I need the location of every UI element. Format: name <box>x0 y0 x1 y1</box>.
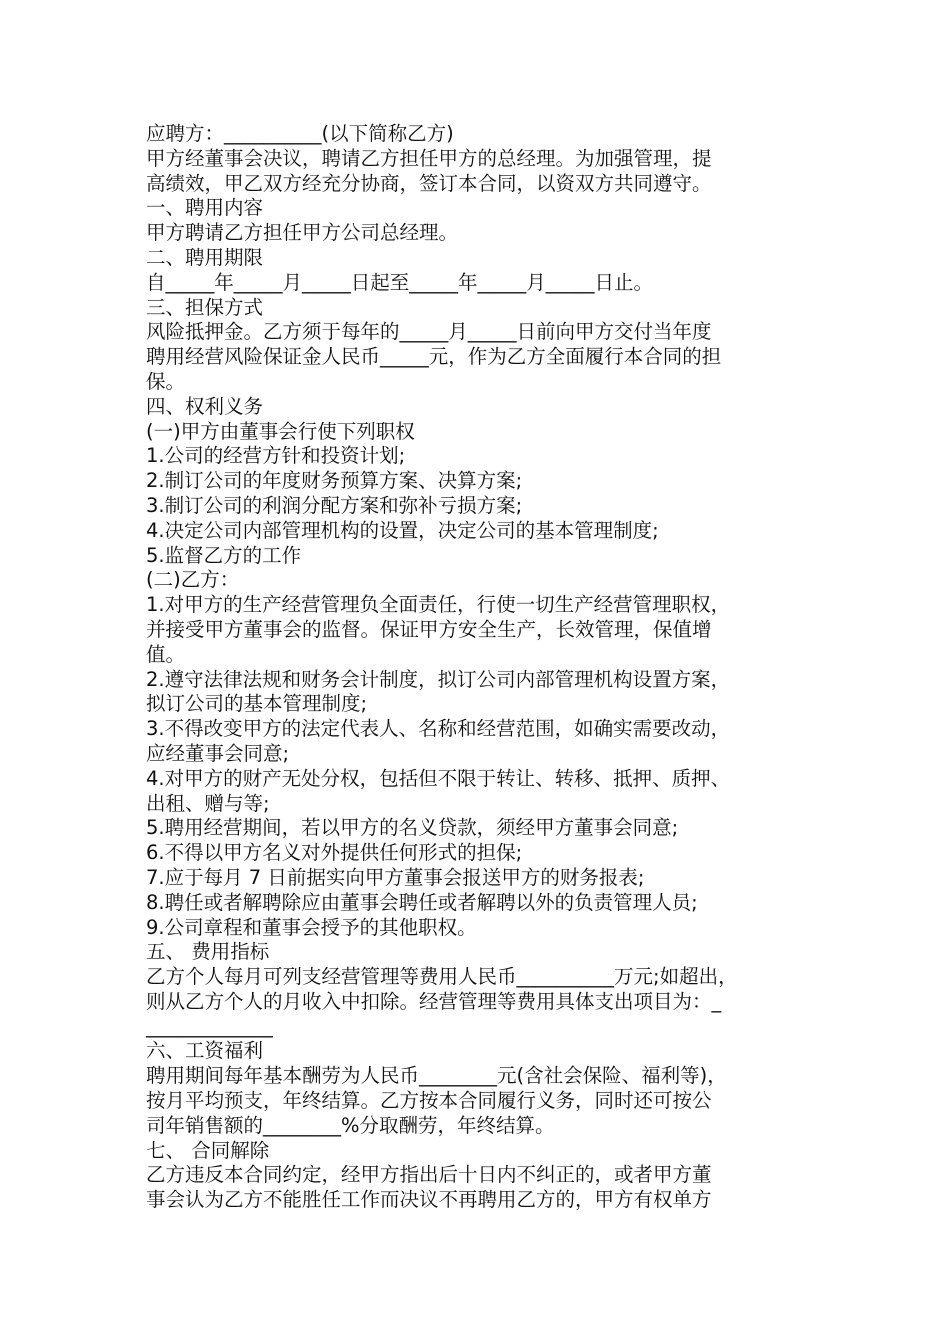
section-heading: 二、聘用期限 <box>146 245 264 269</box>
subsection-heading: (二)乙方： <box>146 568 240 592</box>
list-item: 4.决定公司内部管理机构的设置，决定公司的基本管理制度; <box>146 518 659 542</box>
list-item: 2.遵守法律法规和财务会计制度，拟订公司内部管理机构设置方案， <box>146 667 731 691</box>
text-line: 自_____年_____月_____日起至_____年_____月_____日止。 <box>146 270 654 294</box>
text-line: 司年销售额的________%分取酬劳，年终结算。 <box>146 1113 555 1137</box>
list-item: 3.制订公司的利润分配方案和弥补亏损方案; <box>146 493 523 517</box>
list-item: 6.不得以甲方名义对外提供任何形式的担保; <box>146 841 523 865</box>
text-line: 事会认为乙方不能胜任工作而决议不再聘用乙方的，甲方有权单方 <box>146 1188 712 1212</box>
text-line: 则从乙方个人的月收入中扣除。经营管理等费用具体支出项目为：_ <box>146 989 722 1013</box>
text-line: 拟订公司的基本管理制度; <box>146 692 368 716</box>
section-heading: 一、聘用内容 <box>146 196 264 220</box>
list-item: 5.监督乙方的工作 <box>146 543 302 567</box>
text-line: 应经董事会同意; <box>146 741 290 765</box>
list-item: 2.制订公司的年度财务预算方案、决算方案; <box>146 469 523 493</box>
text-line: 并接受甲方董事会的监督。保证甲方安全生产，长效管理，保值增 <box>146 617 712 641</box>
list-item: 4.对甲方的财产无处分权，包括但不限于转让、转移、抵押、质押、 <box>146 766 731 790</box>
list-item: 7.应于每月 7 日前据实向甲方董事会报送甲方的财务报表; <box>146 865 645 889</box>
section-heading: 五、 费用指标 <box>146 940 270 964</box>
text-line: 聘用经营风险保证金人民币_____元，作为乙方全面履行本合同的担 <box>146 345 722 369</box>
text-line: 甲方聘请乙方担任甲方公司总经理。 <box>146 221 459 245</box>
text-line: 值。 <box>146 642 186 666</box>
text-line: 按月平均预支，年终结算。乙方按本合同履行义务，同时还可按公 <box>146 1089 712 1113</box>
section-heading: 六、工资福利 <box>146 1039 264 1063</box>
text-line: 聘用期间每年基本酬劳为人民币________元(含社会保险、福利等)， <box>146 1064 727 1088</box>
text-line: 保。 <box>146 369 186 393</box>
section-heading: 七、 合同解除 <box>146 1138 270 1162</box>
text-line: 甲方经董事会决议，聘请乙方担任甲方的总经理。为加强管理，提 <box>146 146 712 170</box>
contract-body <box>146 122 826 1213</box>
text-line: 乙方个人每月可列支经营管理等费用人民币__________万元;如超出， <box>146 965 738 989</box>
list-item: 8.聘任或者解聘除应由董事会聘任或者解聘以外的负责管理人员; <box>146 890 698 914</box>
text-line: 高绩效，甲乙双方经充分协商，签订本合同，以资双方共同遵守。 <box>146 171 712 195</box>
list-item: 1.对甲方的生产经营管理负全面责任，行使一切生产经营管理职权， <box>146 593 731 617</box>
list-item: 5.聘用经营期间，若以甲方的名义贷款，须经甲方董事会同意; <box>146 816 679 840</box>
text-line: 风险抵押金。乙方须于每年的_____月_____日前向甲方交付当年度 <box>146 320 712 344</box>
subsection-heading: (一)甲方由董事会行使下列职权 <box>146 419 415 443</box>
text-line: 应聘方：__________(以下简称乙方) <box>146 122 454 145</box>
text-line: _____________ <box>146 1014 273 1038</box>
section-heading: 三、担保方式 <box>146 295 264 319</box>
text-line: 乙方违反本合同约定，经甲方指出后十日内不纠正的，或者甲方董 <box>146 1163 712 1187</box>
text-line: 出租、赠与等; <box>146 791 270 815</box>
list-item: 1.公司的经营方针和投资计划; <box>146 444 406 468</box>
list-item: 9.公司章程和董事会授予的其他职权。 <box>146 915 477 939</box>
section-heading: 四、权利义务 <box>146 394 264 418</box>
list-item: 3.不得改变甲方的法定代表人、名称和经营范围，如确实需要改动， <box>146 717 731 741</box>
